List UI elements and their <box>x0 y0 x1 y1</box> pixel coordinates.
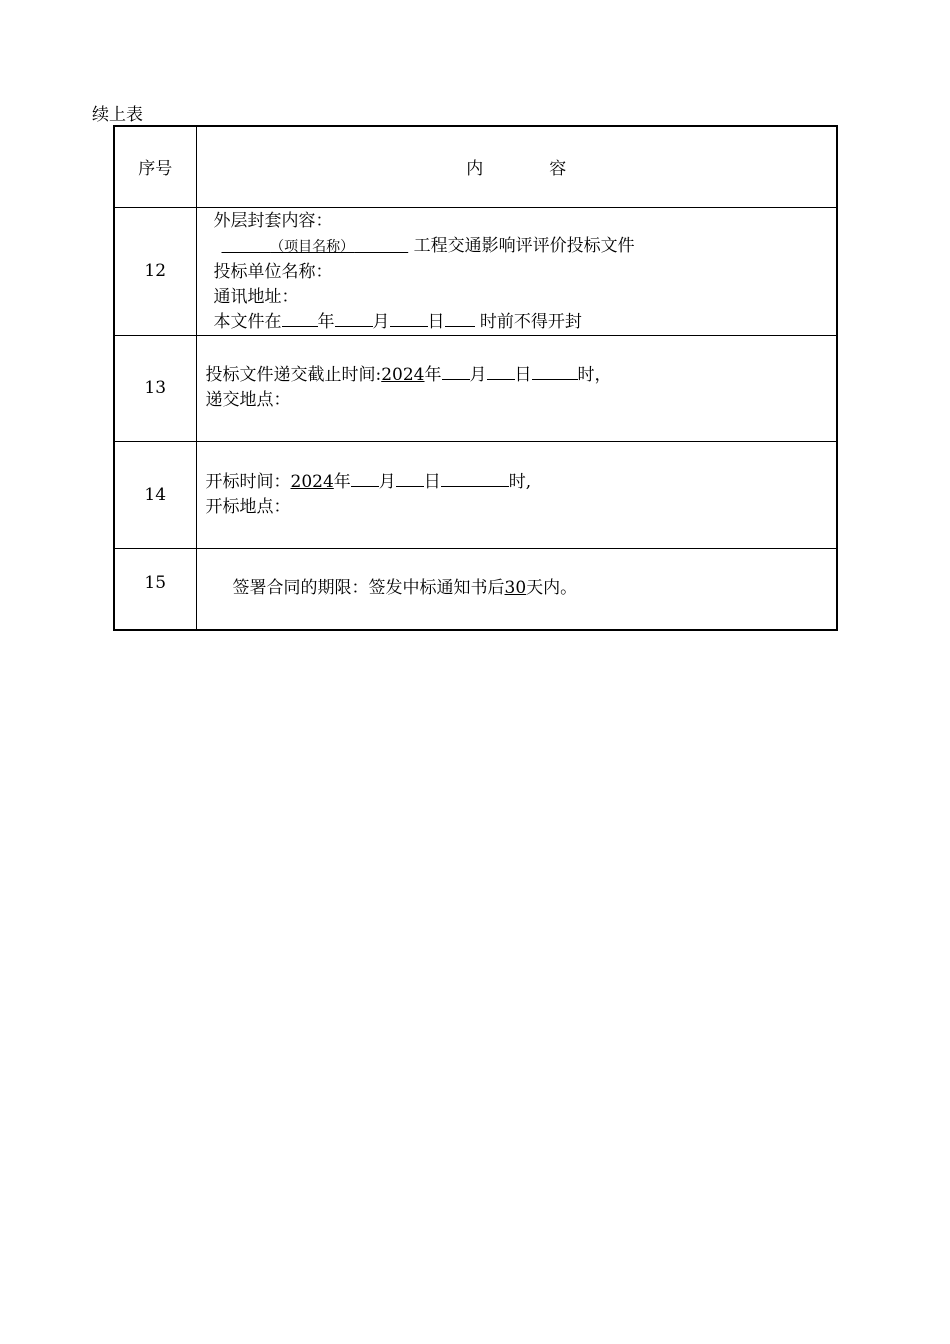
row-number: 15 <box>114 548 196 630</box>
opening-time-line: 开标时间：2024年 月 日 时, <box>205 471 532 492</box>
header-serial-number: 序号 <box>114 126 196 207</box>
table-row <box>114 335 837 441</box>
continuation-caption: 续上表 <box>92 105 143 125</box>
project-name-placeholder: （项目名称） <box>270 238 355 255</box>
header-content-char-2: 容 <box>549 159 567 180</box>
contract-deadline-line: 签署合同的期限：签发中标通知书后30天内。 <box>232 578 578 599</box>
table-row <box>114 207 837 335</box>
table-header-row <box>114 126 837 207</box>
table-row <box>114 548 837 630</box>
row-content <box>196 207 837 335</box>
row-content <box>196 441 837 548</box>
do-not-open-line: 本文件在 年 月 日 时前不得开封 <box>213 311 582 332</box>
address-label: 通讯地址： <box>213 286 299 307</box>
project-title-line <box>214 234 837 260</box>
project-title-suffix: 工程交通影响评评价投标文件 <box>413 235 635 256</box>
opening-location-label: 开标地点： <box>205 496 291 517</box>
row-number: 14 <box>114 441 196 548</box>
table-row <box>114 441 837 548</box>
envelope-content-label: 外层封套内容： <box>213 210 333 231</box>
bid-info-table <box>113 125 838 631</box>
header-content <box>196 126 837 207</box>
row-content <box>196 548 837 630</box>
bidder-name-label: 投标单位名称： <box>213 261 333 282</box>
row-content <box>196 335 837 441</box>
submission-deadline-line: 投标文件递交截止时间:2024年 月 日 时， <box>205 365 612 385</box>
submission-location-label: 递交地点： <box>205 390 291 410</box>
header-content-char-1: 内 <box>466 159 484 180</box>
row-number: 12 <box>114 207 196 335</box>
row-number: 13 <box>114 335 196 441</box>
